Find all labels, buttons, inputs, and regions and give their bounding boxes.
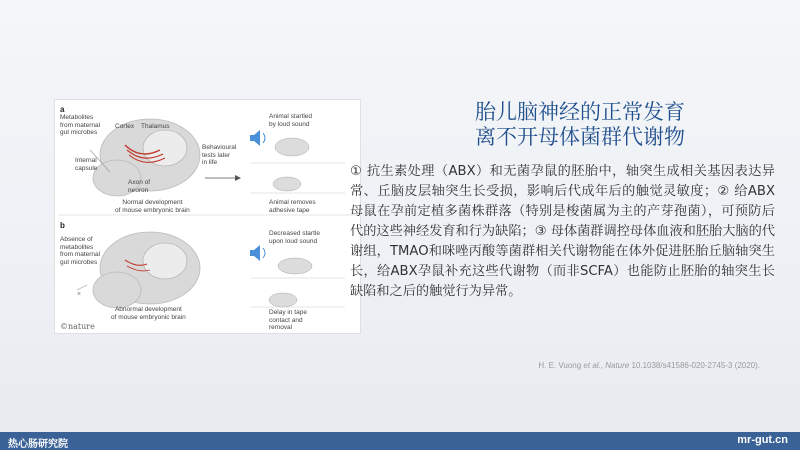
citation-sep: , — [600, 361, 606, 370]
absence-label: Absence of metabolites from maternal gut microbes — [60, 236, 101, 266]
decreased-startle-label: Decreased startle upon loud sound — [269, 230, 320, 245]
body-paragraph: ① 抗生素处理（ABX）和无菌孕鼠的胚胎中，轴突生成相关基因表达异常、丘脑皮层轴突生长受损，影响后代成年后的触觉灵敏度；② 给ABX母鼠在孕前定植多菌株群落（特别是梭菌属为主的产芽孢菌），可预防后代的这些神经发育和行为缺陷；③ 母体菌群调控母体血液和胚胎大脑的代谢组，TMAO和咪唑丙酸等菌群相关代谢物能在体外促进胚胎丘脑轴突生长，给ABX孕鼠补充这些代谢物（而非SCFA）也能防止胚胎的轴突生长缺陷和之后的触觉行为异常。 — [350, 164, 775, 299]
normal-dev-label: Normal development of mouse embryonic brain — [115, 199, 190, 214]
citation — [470, 361, 760, 370]
nature-figure — [54, 99, 361, 334]
slide-title — [380, 100, 780, 150]
metabolites-label: Metabolites from maternal gut microbes — [60, 114, 101, 136]
axon-label: Axon of neuron — [128, 179, 151, 194]
mouse-icons — [269, 138, 312, 307]
sound-icon-b — [250, 245, 265, 261]
panel-a-label: a — [60, 105, 65, 114]
footer-url[interactable]: mr-gut.cn — [737, 434, 788, 446]
svg-text:×: × — [77, 291, 82, 298]
behavioural-label: Behavioural tests later in life — [202, 144, 237, 166]
citation-rest: 10.1038/s41586-020-2745-3 (2020). — [629, 361, 760, 370]
title-line-2: 离不开母体菌群代谢物 — [475, 125, 685, 149]
internal-capsule-label: Internal capsule — [75, 157, 98, 172]
removes-tape-label: Animal removes adhesive tape — [269, 199, 316, 214]
footer-brand: 热心肠研究院 — [8, 439, 68, 450]
citation-authors: H. E. Vuong — [538, 361, 584, 370]
citation-etal: et al. — [583, 361, 601, 370]
panel-b-label: b — [60, 221, 65, 230]
title-line-1: 胎儿脑神经的正常发育 — [475, 100, 685, 124]
citation-journal: Nature — [605, 361, 630, 370]
nature-logo: ©nature — [60, 322, 95, 331]
figure-illustration — [55, 100, 360, 333]
cortex-label: Cortex — [115, 123, 135, 130]
abnormal-dev-label: Abnormal development of mouse embryonic brain — [111, 306, 186, 321]
delay-tape-label: Delay in tape contact and removal — [269, 309, 307, 331]
sound-icon-a — [250, 130, 265, 146]
footer-bar — [0, 432, 800, 450]
startled-label: Animal startled by loud sound — [269, 113, 312, 128]
thalamus-label: Thalamus — [141, 123, 170, 130]
